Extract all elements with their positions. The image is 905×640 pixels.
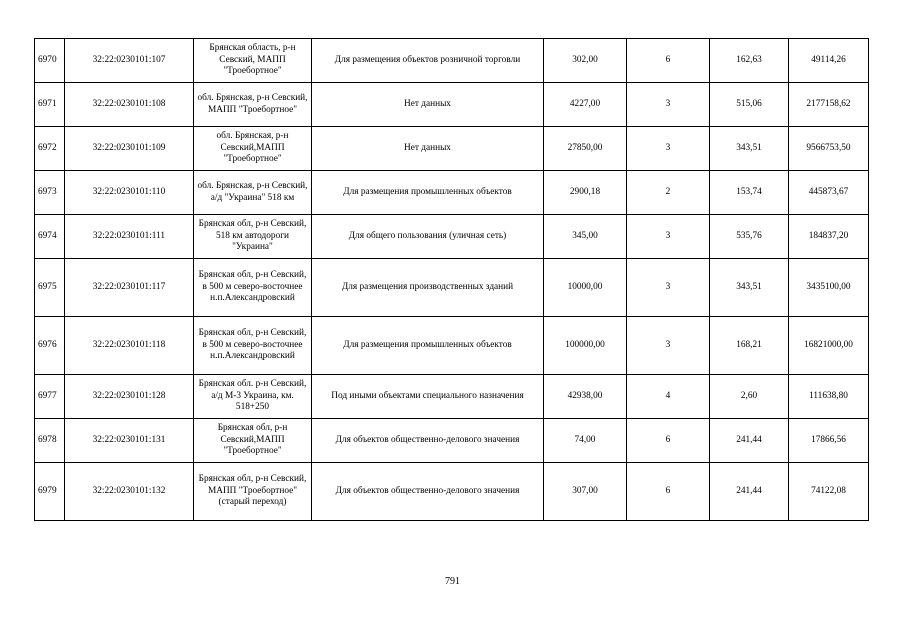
address-cell: обл. Брянская, р-н Севский, а/д "Украина" 518 км — [194, 171, 312, 215]
table-body — [35, 39, 869, 521]
cadastral-number: 32:22:0230101:131 — [65, 419, 194, 463]
cadastral-number: 32:22:0230101:132 — [65, 463, 194, 521]
rate-cell: 241,44 — [710, 419, 789, 463]
address-cell: обл. Брянская, р-н Севский,МАПП "Троебортное" — [194, 127, 312, 171]
page-number: 791 — [445, 576, 460, 587]
purpose-cell: Под иными объектами специального назначения — [312, 375, 544, 419]
group-cell: 6 — [627, 463, 710, 521]
address-cell: Брянская обл, р-н Севский, в 500 м северо-восточнее н.п.Александровский — [194, 259, 312, 317]
table-row — [35, 463, 869, 521]
group-cell: 3 — [627, 127, 710, 171]
row-number: 6978 — [35, 419, 65, 463]
cadastral-number: 32:22:0230101:110 — [65, 171, 194, 215]
value-cell: 16821000,00 — [789, 317, 869, 375]
table-row — [35, 127, 869, 171]
group-cell: 4 — [627, 375, 710, 419]
rate-cell: 162,63 — [710, 39, 789, 83]
group-cell: 3 — [627, 215, 710, 259]
row-number: 6970 — [35, 39, 65, 83]
row-number: 6972 — [35, 127, 65, 171]
cadastral-number: 32:22:0230101:117 — [65, 259, 194, 317]
purpose-cell: Нет данных — [312, 83, 544, 127]
group-cell: 6 — [627, 419, 710, 463]
value-cell: 184837,20 — [789, 215, 869, 259]
table-row — [35, 83, 869, 127]
group-cell: 3 — [627, 83, 710, 127]
value-cell: 445873,67 — [789, 171, 869, 215]
table-row — [35, 419, 869, 463]
purpose-cell: Для размещения объектов розничной торговли — [312, 39, 544, 83]
area-cell: 27850,00 — [544, 127, 627, 171]
value-cell: 111638,80 — [789, 375, 869, 419]
address-cell: Брянская обл, р-н Севский, 518 км автодороги "Украина" — [194, 215, 312, 259]
table-row — [35, 259, 869, 317]
table-row — [35, 171, 869, 215]
group-cell: 6 — [627, 39, 710, 83]
purpose-cell: Для размещения производственных зданий — [312, 259, 544, 317]
rate-cell: 241,44 — [710, 463, 789, 521]
purpose-cell: Для размещения промышленных объектов — [312, 317, 544, 375]
cadastral-number: 32:22:0230101:118 — [65, 317, 194, 375]
value-cell: 17866,56 — [789, 419, 869, 463]
group-cell: 3 — [627, 259, 710, 317]
cadastral-number: 32:22:0230101:109 — [65, 127, 194, 171]
area-cell: 42938,00 — [544, 375, 627, 419]
value-cell: 9566753,50 — [789, 127, 869, 171]
group-cell: 3 — [627, 317, 710, 375]
row-number: 6975 — [35, 259, 65, 317]
cadastral-value-table — [34, 38, 869, 521]
row-number: 6979 — [35, 463, 65, 521]
area-cell: 4227,00 — [544, 83, 627, 127]
area-cell: 2900,18 — [544, 171, 627, 215]
value-cell: 2177158,62 — [789, 83, 869, 127]
table-row — [35, 39, 869, 83]
address-cell: обл. Брянская, р-н Севский, МАПП "Троебортное" — [194, 83, 312, 127]
table-row — [35, 317, 869, 375]
area-cell: 10000,00 — [544, 259, 627, 317]
purpose-cell: Для объектов общественно-делового значения — [312, 463, 544, 521]
purpose-cell: Нет данных — [312, 127, 544, 171]
purpose-cell: Для объектов общественно-делового значения — [312, 419, 544, 463]
address-cell: Брянская обл, р-н Севский,МАПП "Троебортное" — [194, 419, 312, 463]
cadastral-number: 32:22:0230101:108 — [65, 83, 194, 127]
purpose-cell: Для общего пользования (уличная сеть) — [312, 215, 544, 259]
table-row — [35, 215, 869, 259]
address-cell: Брянская обл, р-н Севский, в 500 м северо-восточнее н.п.Александровский — [194, 317, 312, 375]
rate-cell: 2,60 — [710, 375, 789, 419]
address-cell: Брянская область, р-н Севский, МАПП "Троебортное" — [194, 39, 312, 83]
row-number: 6976 — [35, 317, 65, 375]
area-cell: 307,00 — [544, 463, 627, 521]
value-cell: 3435100,00 — [789, 259, 869, 317]
address-cell: Брянская обл. р-н Севский, а/д М-3 Украина, км. 518+250 — [194, 375, 312, 419]
rate-cell: 168,21 — [710, 317, 789, 375]
cadastral-number: 32:22:0230101:128 — [65, 375, 194, 419]
rate-cell: 153,74 — [710, 171, 789, 215]
address-cell: Брянская обл, р-н Севский, МАПП "Троебортное" (старый переход) — [194, 463, 312, 521]
table-row — [35, 375, 869, 419]
rate-cell: 343,51 — [710, 127, 789, 171]
area-cell: 74,00 — [544, 419, 627, 463]
row-number: 6974 — [35, 215, 65, 259]
value-cell: 49114,26 — [789, 39, 869, 83]
area-cell: 345,00 — [544, 215, 627, 259]
value-cell: 74122,08 — [789, 463, 869, 521]
area-cell: 302,00 — [544, 39, 627, 83]
rate-cell: 535,76 — [710, 215, 789, 259]
group-cell: 2 — [627, 171, 710, 215]
row-number: 6971 — [35, 83, 65, 127]
cadastral-number: 32:22:0230101:107 — [65, 39, 194, 83]
purpose-cell: Для размещения промышленных объектов — [312, 171, 544, 215]
cadastral-number: 32:22:0230101:111 — [65, 215, 194, 259]
area-cell: 100000,00 — [544, 317, 627, 375]
rate-cell: 343,51 — [710, 259, 789, 317]
rate-cell: 515,06 — [710, 83, 789, 127]
row-number: 6977 — [35, 375, 65, 419]
row-number: 6973 — [35, 171, 65, 215]
